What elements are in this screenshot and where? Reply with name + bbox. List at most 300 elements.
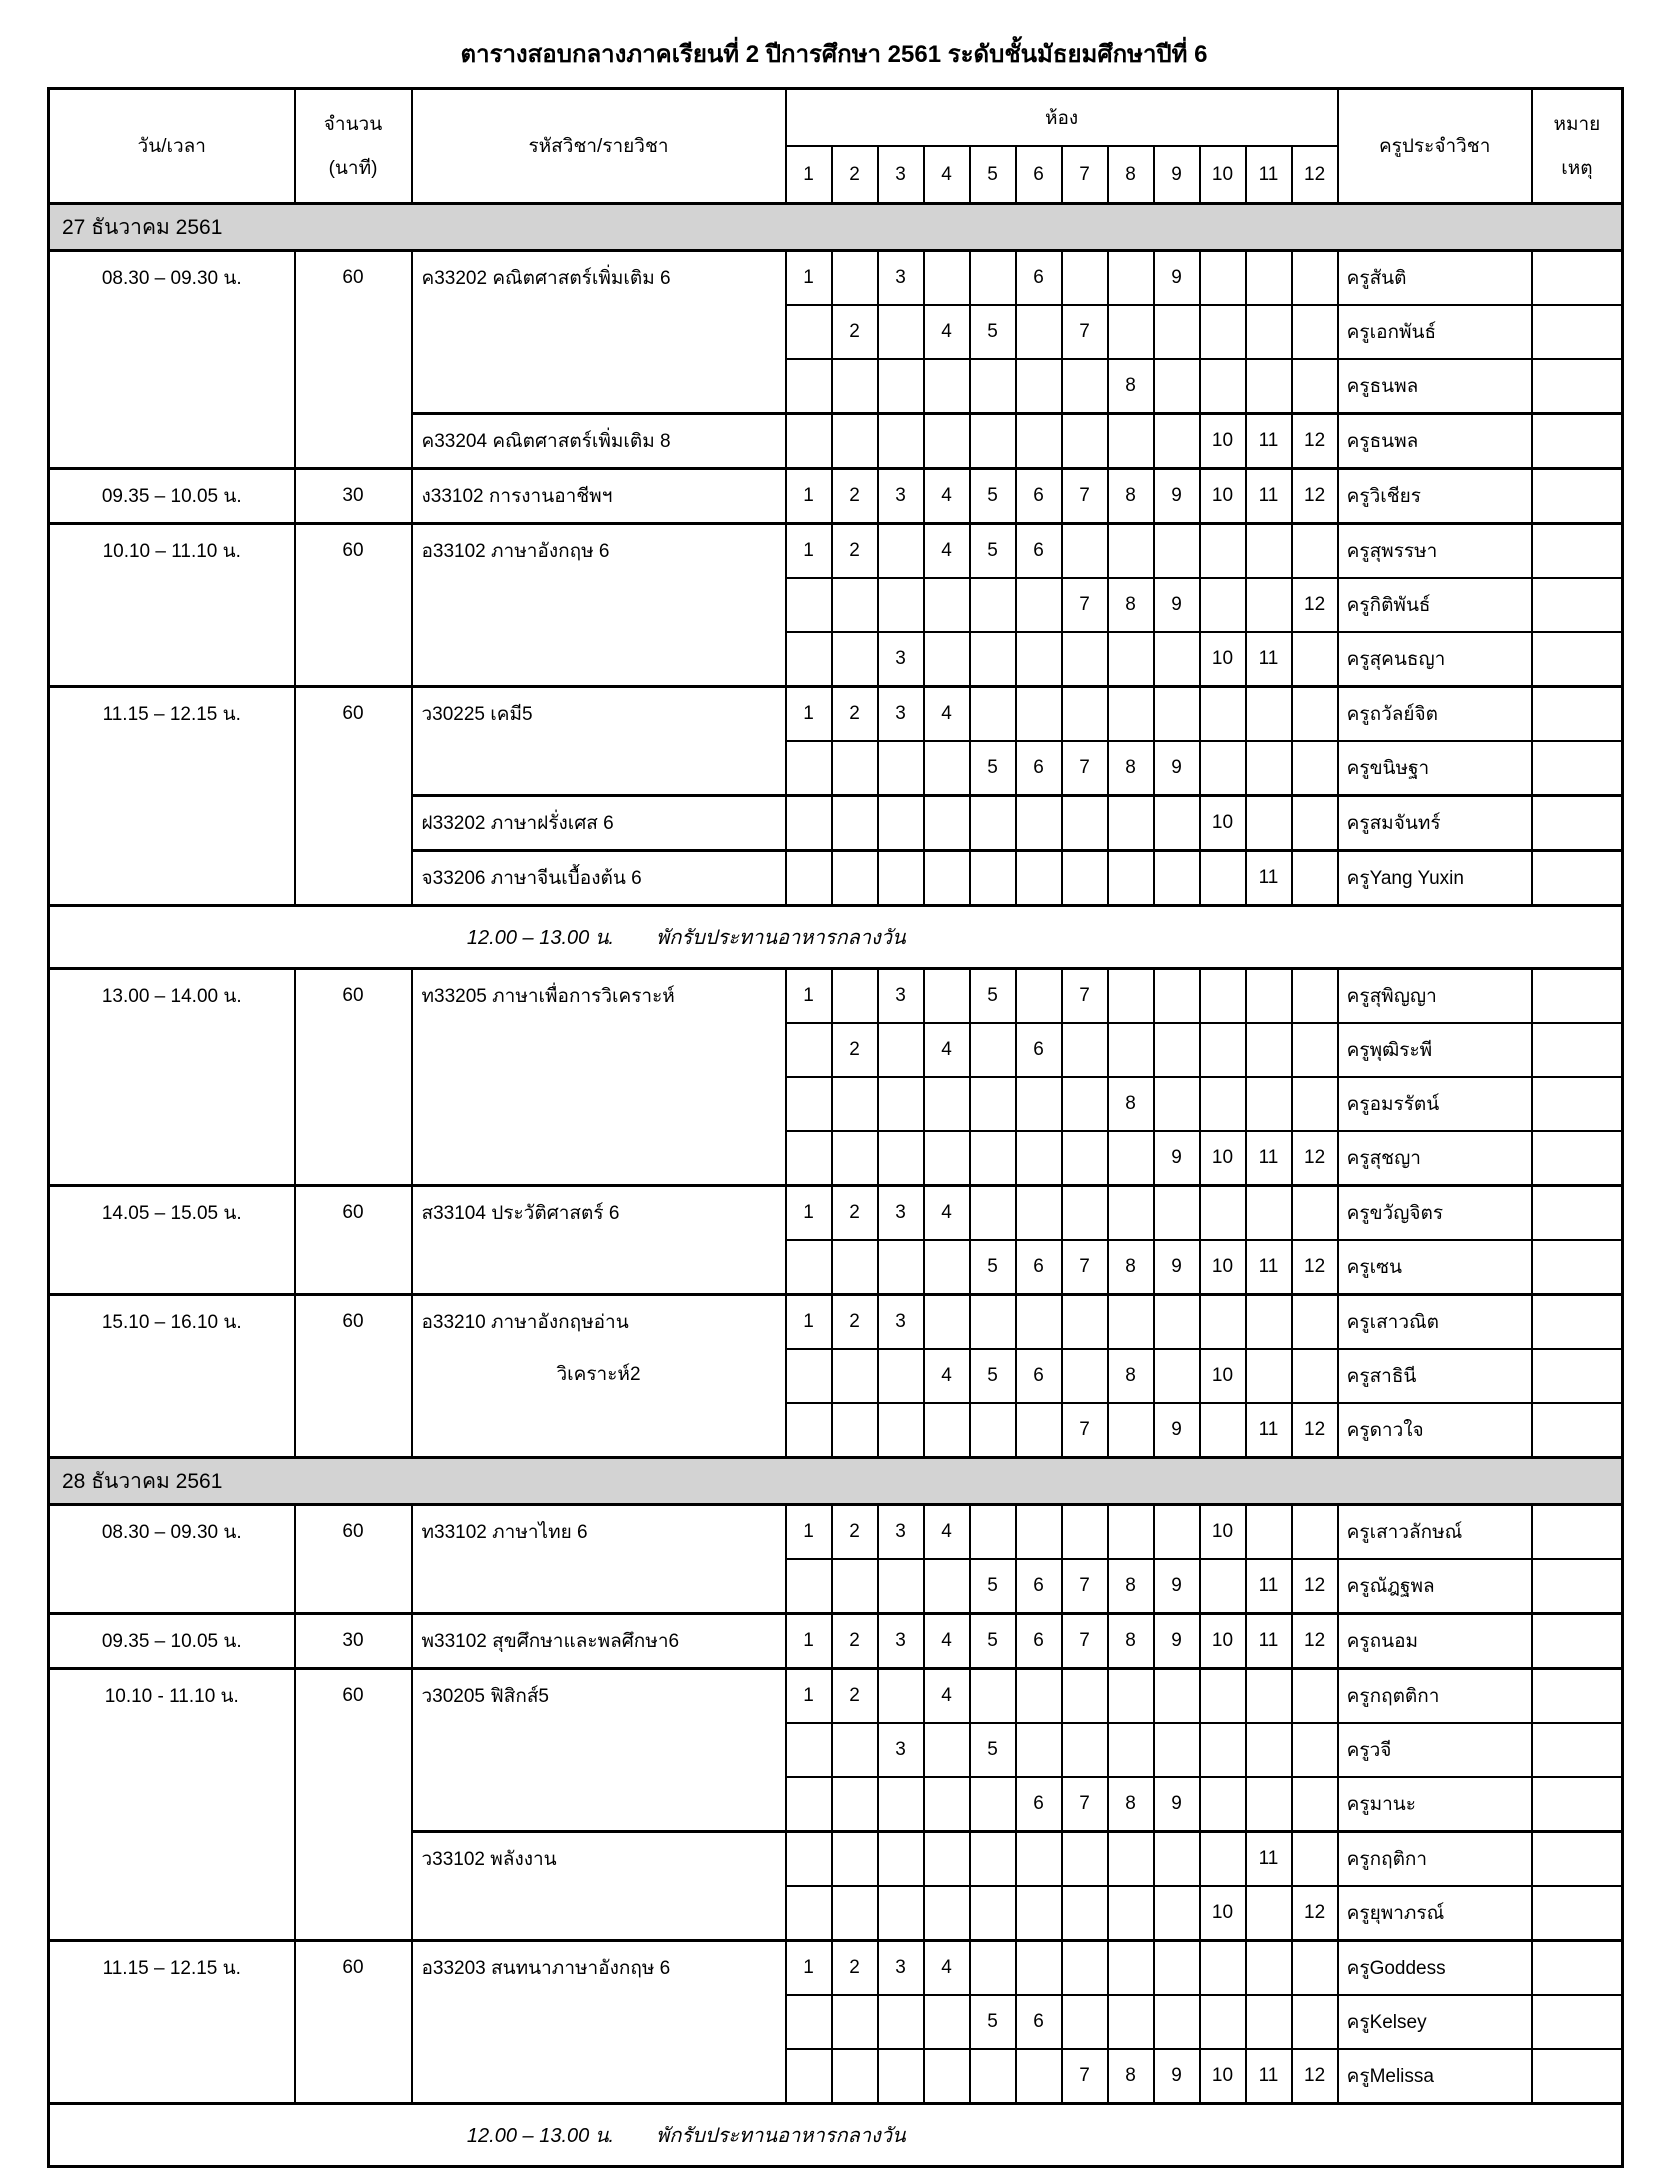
room-cell: [924, 632, 970, 687]
time-cell: [49, 969, 295, 1186]
room-value: 12: [1304, 1902, 1326, 1923]
room-value: [787, 852, 831, 904]
room-value: 7: [1079, 1419, 1090, 1440]
room-value: [1109, 306, 1153, 358]
room-cell: [1062, 851, 1108, 906]
room-value: 1: [803, 267, 814, 288]
room-cell: [1108, 1349, 1154, 1403]
teacher-name: ครูยุพาภรณ์: [1346, 1903, 1445, 1924]
room-cell: [1200, 1723, 1246, 1777]
room-value: 5: [987, 757, 998, 778]
teacher-name: ครูสันติ: [1346, 268, 1407, 289]
exam-row: [49, 1295, 1623, 1350]
room-cell: [878, 251, 924, 306]
exam-row: [49, 687, 1623, 742]
teacher-cell: [1338, 851, 1532, 906]
room-cell: [786, 632, 832, 687]
room-value: 11: [1258, 867, 1279, 888]
room-cell: [1062, 414, 1108, 469]
room-cell: [1062, 1023, 1108, 1077]
room-value: 6: [1033, 757, 1044, 778]
room-value: [1247, 1350, 1291, 1402]
room-value: [1017, 688, 1061, 740]
room-value: [1201, 252, 1245, 304]
room-cell: [832, 1295, 878, 1350]
room-value: [1247, 1942, 1291, 1994]
room-value: [833, 579, 877, 631]
subject-cell: [412, 851, 786, 906]
room-value: [1109, 852, 1153, 904]
room-value: [925, 1132, 969, 1184]
room-cell: [1246, 1403, 1292, 1458]
room-cell: [1062, 1131, 1108, 1186]
room-cell: [970, 2049, 1016, 2104]
room-value: [833, 1887, 877, 1939]
room-cell: [1062, 741, 1108, 796]
room-value: 10: [1211, 1147, 1234, 1168]
room-value: 1: [803, 1957, 814, 1978]
room-cell: [1292, 1559, 1338, 1614]
room-value: 11: [1258, 2065, 1279, 2086]
room-cell: [1154, 1832, 1200, 1887]
room-cell: [1246, 1559, 1292, 1614]
room-cell: [1246, 851, 1292, 906]
room-value: [1247, 1078, 1291, 1130]
room-value: [1293, 633, 1337, 685]
room-value: 4: [941, 1039, 952, 1060]
room-value: [1063, 1132, 1107, 1184]
room-value: [787, 742, 831, 794]
minutes-cell: [295, 524, 412, 687]
room-cell: [1246, 1723, 1292, 1777]
room-cell: [970, 1559, 1016, 1614]
room-cell: [924, 741, 970, 796]
minutes-cell: [295, 1669, 412, 1941]
subject-name: ท33205 ภาษาเพื่อการวิเคราะห์: [421, 986, 675, 1007]
room-value: [1109, 1132, 1153, 1184]
teacher-cell: [1338, 632, 1532, 687]
minutes-value: 30: [342, 1630, 364, 1651]
room-cell: [1016, 687, 1062, 742]
room-value: [1293, 970, 1337, 1022]
room-value: 8: [1125, 1093, 1136, 1114]
room-cell: [924, 1777, 970, 1832]
room-value: [1063, 1833, 1107, 1885]
room-value: [971, 1404, 1015, 1456]
room-cell: [1062, 1777, 1108, 1832]
room-value: [879, 1241, 923, 1293]
room-cell: [924, 1995, 970, 2049]
room-cell: [1246, 1832, 1292, 1887]
room-cell: [1108, 687, 1154, 742]
room-value: 6: [1033, 1793, 1044, 1814]
room-value: 11: [1258, 1147, 1279, 1168]
room-value: 7: [1079, 485, 1090, 506]
room-value: [1109, 970, 1153, 1022]
room-cell: [1292, 1295, 1338, 1350]
room-cell: [832, 1723, 878, 1777]
room-cell: [1154, 305, 1200, 359]
subject-name: ว33102 พลังงาน: [421, 1849, 557, 1870]
room-cell: [832, 851, 878, 906]
room-number-header: 10: [1200, 146, 1246, 204]
room-value: 1: [803, 1521, 814, 1542]
minutes-cell: [295, 251, 412, 469]
room-cell: [1154, 1669, 1200, 1724]
room-cell: [832, 796, 878, 851]
room-cell: [1246, 1777, 1292, 1832]
room-value: 4: [941, 1957, 952, 1978]
room-value: 6: [1033, 485, 1044, 506]
room-cell: [1200, 687, 1246, 742]
room-cell: [1016, 1832, 1062, 1887]
room-value: [1063, 852, 1107, 904]
room-cell: [970, 1669, 1016, 1724]
room-cell: [1292, 969, 1338, 1024]
teacher-name: ครูธนพล: [1346, 431, 1419, 452]
room-cell: [878, 632, 924, 687]
room-value: [787, 1024, 831, 1076]
room-cell: [1062, 1832, 1108, 1887]
col-header-teacher-label: ครูประจำวิชา: [1378, 136, 1491, 157]
room-value: [971, 1778, 1015, 1830]
room-cell: [1108, 796, 1154, 851]
room-value: 6: [1033, 1039, 1044, 1060]
room-value: 9: [1171, 2065, 1182, 2086]
room-cell: [786, 359, 832, 414]
room-value: 2: [849, 1202, 860, 1223]
room-cell: [878, 578, 924, 632]
room-cell: [832, 1186, 878, 1241]
room-cell: [878, 1832, 924, 1887]
teacher-name: ครูสุชญา: [1346, 1148, 1421, 1169]
room-value: [925, 579, 969, 631]
room-value: [971, 415, 1015, 467]
room-value: [1293, 1350, 1337, 1402]
room-cell: [1154, 1505, 1200, 1560]
room-value: 7: [1079, 1256, 1090, 1277]
room-value: [1063, 633, 1107, 685]
room-cell: [786, 1941, 832, 1996]
teacher-name: ครูสุพรรษา: [1346, 541, 1438, 562]
room-value: [879, 360, 923, 412]
room-value: [1109, 1506, 1153, 1558]
room-value: [833, 1241, 877, 1293]
note-cell: [1532, 1023, 1623, 1077]
room-value: [1247, 797, 1291, 849]
room-cell: [878, 1349, 924, 1403]
room-cell: [1154, 1077, 1200, 1131]
room-value: [787, 1132, 831, 1184]
room-cell: [786, 1559, 832, 1614]
room-value: [1017, 1724, 1061, 1776]
room-value: [925, 970, 969, 1022]
room-cell: [924, 1614, 970, 1669]
minutes-cell: [295, 1505, 412, 1614]
teacher-cell: [1338, 524, 1532, 579]
room-cell: [970, 687, 1016, 742]
room-value: 1: [803, 1202, 814, 1223]
subject-name: อ33102 ภาษาอังกฤษ 6: [421, 541, 610, 562]
teacher-name: ครูดาวใจ: [1346, 1420, 1424, 1441]
room-value: [925, 742, 969, 794]
day-band: [49, 204, 1623, 251]
room-value: 12: [1304, 1256, 1326, 1277]
day-band-row: [49, 1458, 1623, 1505]
room-cell: [1108, 2049, 1154, 2104]
room-value: 7: [1079, 594, 1090, 615]
room-cell: [832, 969, 878, 1024]
room-cell: [924, 359, 970, 414]
room-value: [1109, 1187, 1153, 1239]
room-cell: [1200, 1559, 1246, 1614]
room-value: [1247, 742, 1291, 794]
room-cell: [1200, 1186, 1246, 1241]
room-value: [1247, 360, 1291, 412]
room-value: 6: [1033, 2011, 1044, 2032]
room-cell: [832, 1505, 878, 1560]
room-value: [925, 1833, 969, 1885]
room-value: [925, 2050, 969, 2102]
room-value: 7: [1079, 985, 1090, 1006]
room-value: 1: [803, 1685, 814, 1706]
room-cell: [924, 1505, 970, 1560]
time-cell: [49, 687, 295, 906]
note-cell: [1532, 1614, 1623, 1669]
room-cell: [1108, 1614, 1154, 1669]
room-value: 11: [1258, 1630, 1279, 1651]
col-header-duration-line1: จำนวน: [323, 114, 383, 135]
room-value: [879, 1887, 923, 1939]
time-cell: [49, 469, 295, 524]
room-number-header: 2: [832, 146, 878, 204]
room-value: 5: [987, 485, 998, 506]
time-value: 14.05 – 15.05 น.: [101, 1203, 242, 1224]
room-cell: [1246, 969, 1292, 1024]
room-cell: [786, 414, 832, 469]
minutes-cell: [295, 1295, 412, 1458]
room-value: [879, 579, 923, 631]
room-cell: [1016, 359, 1062, 414]
lunch-break-content: [50, 2105, 1621, 2165]
room-value: [1017, 415, 1061, 467]
day-band: [49, 1458, 1623, 1505]
room-cell: [1154, 741, 1200, 796]
teacher-name: ครูกฤติกา: [1346, 1849, 1428, 1870]
room-value: [1201, 742, 1245, 794]
room-cell: [832, 687, 878, 742]
room-value: [1247, 688, 1291, 740]
room-value: 1: [803, 1630, 814, 1651]
room-cell: [1200, 1777, 1246, 1832]
minutes-cell: [295, 1941, 412, 2104]
room-value: 1: [803, 703, 814, 724]
room-value: 2: [849, 1685, 860, 1706]
room-value: [879, 2050, 923, 2102]
room-value: [879, 1560, 923, 1612]
room-cell: [1016, 1669, 1062, 1724]
room-value: [833, 852, 877, 904]
room-cell: [1200, 359, 1246, 414]
room-value: 4: [941, 1630, 952, 1651]
room-cell: [878, 1723, 924, 1777]
room-cell: [1016, 578, 1062, 632]
room-value: 1: [803, 485, 814, 506]
teacher-cell: [1338, 1669, 1532, 1724]
time-cell: [49, 1295, 295, 1458]
room-value: [925, 360, 969, 412]
room-cell: [786, 1614, 832, 1669]
note-cell: [1532, 1349, 1623, 1403]
room-cell: [924, 524, 970, 579]
room-value: [833, 1778, 877, 1830]
subject-cell: [412, 687, 786, 796]
room-cell: [878, 1240, 924, 1295]
room-value: [1155, 525, 1199, 577]
note-cell: [1532, 1131, 1623, 1186]
exam-row: [49, 251, 1623, 306]
room-cell: [878, 1505, 924, 1560]
note-cell: [1532, 1403, 1623, 1458]
note-cell: [1532, 796, 1623, 851]
subject-name: ค33204 คณิตศาสตร์เพิ่มเติม 8: [421, 431, 671, 452]
room-value: 5: [987, 1365, 998, 1386]
teacher-name: ครูธนพล: [1346, 376, 1419, 397]
room-cell: [1108, 359, 1154, 414]
table-body: [49, 204, 1623, 2167]
room-cell: [786, 1403, 832, 1458]
teacher-cell: [1338, 1995, 1532, 2049]
room-cell: [1062, 687, 1108, 742]
room-value: [1109, 252, 1153, 304]
room-cell: [1154, 632, 1200, 687]
note-cell: [1532, 1295, 1623, 1350]
subject-name: อ33203 สนทนาภาษาอังกฤษ 6: [421, 1958, 671, 1979]
room-cell: [1292, 1023, 1338, 1077]
room-value: [925, 1078, 969, 1130]
note-cell: [1532, 632, 1623, 687]
room-value: [1017, 970, 1061, 1022]
room-cell: [1016, 1941, 1062, 1996]
room-cell: [924, 251, 970, 306]
time-cell: [49, 1669, 295, 1941]
room-value: [1155, 1296, 1199, 1348]
room-value: 5: [987, 1630, 998, 1651]
room-value: 10: [1211, 2065, 1234, 2086]
teacher-name: ครูกิติพันธ์: [1346, 595, 1431, 616]
teacher-cell: [1338, 414, 1532, 469]
room-cell: [970, 632, 1016, 687]
room-value: [1109, 1724, 1153, 1776]
room-value: [971, 579, 1015, 631]
teacher-name: ครูมานะ: [1346, 1794, 1416, 1815]
subject-name: พ33102 สุขศึกษาและพลศึกษา6: [421, 1631, 680, 1652]
room-value: 9: [1171, 1419, 1182, 1440]
room-value: [1063, 1996, 1107, 2048]
room-cell: [1062, 359, 1108, 414]
room-value: 2: [849, 485, 860, 506]
room-cell: [970, 578, 1016, 632]
room-value: 4: [941, 540, 952, 561]
room-value: 8: [1125, 1630, 1136, 1651]
room-value: [787, 1241, 831, 1293]
room-value: 3: [895, 1630, 906, 1651]
time-value: 11.15 – 12.15 น.: [102, 1958, 241, 1979]
room-value: [1293, 1833, 1337, 1885]
room-value: [787, 415, 831, 467]
room-value: 7: [1079, 2065, 1090, 2086]
room-value: [1155, 1833, 1199, 1885]
room-value: [1063, 1670, 1107, 1722]
room-value: [925, 1996, 969, 2048]
room-value: [925, 797, 969, 849]
room-value: [1201, 1187, 1245, 1239]
room-cell: [1246, 1186, 1292, 1241]
room-value: 5: [987, 1256, 998, 1277]
room-cell: [1200, 1995, 1246, 2049]
minutes-value: 60: [342, 985, 364, 1006]
room-cell: [832, 524, 878, 579]
room-cell: [970, 469, 1016, 524]
room-value: 7: [1079, 757, 1090, 778]
room-cell: [1016, 251, 1062, 306]
note-cell: [1532, 1832, 1623, 1887]
room-value: 6: [1033, 1575, 1044, 1596]
note-cell: [1532, 741, 1623, 796]
teacher-cell: [1338, 1349, 1532, 1403]
room-value: [971, 797, 1015, 849]
lunch-break-row: [49, 2104, 1623, 2167]
room-cell: [786, 796, 832, 851]
minutes-cell: [295, 1186, 412, 1295]
room-value: 3: [895, 1739, 906, 1760]
room-cell: [1016, 2049, 1062, 2104]
table-header: [49, 89, 1623, 204]
room-value: [1293, 1942, 1337, 1994]
room-value: 2: [849, 1630, 860, 1651]
room-value: 9: [1171, 1147, 1182, 1168]
room-value: 4: [941, 1521, 952, 1542]
room-value: [1017, 633, 1061, 685]
room-cell: [1154, 969, 1200, 1024]
teacher-cell: [1338, 1559, 1532, 1614]
room-cell: [924, 1941, 970, 1996]
room-value: [833, 252, 877, 304]
note-cell: [1532, 851, 1623, 906]
room-cell: [1108, 305, 1154, 359]
room-value: [925, 1560, 969, 1612]
room-value: 2: [849, 321, 860, 342]
room-cell: [1292, 1614, 1338, 1669]
room-cell: [1246, 1614, 1292, 1669]
room-cell: [1154, 796, 1200, 851]
room-value: [971, 1296, 1015, 1348]
room-cell: [1108, 469, 1154, 524]
room-cell: [1246, 1295, 1292, 1350]
time-cell: [49, 524, 295, 687]
room-cell: [970, 1995, 1016, 2049]
room-cell: [1062, 1669, 1108, 1724]
room-cell: [786, 2049, 832, 2104]
room-cell: [970, 251, 1016, 306]
room-value: 11: [1258, 1419, 1279, 1440]
note-cell: [1532, 524, 1623, 579]
room-value: [1063, 415, 1107, 467]
teacher-cell: [1338, 1240, 1532, 1295]
room-value: [1017, 1833, 1061, 1885]
teacher-cell: [1338, 469, 1532, 524]
room-cell: [1154, 1559, 1200, 1614]
